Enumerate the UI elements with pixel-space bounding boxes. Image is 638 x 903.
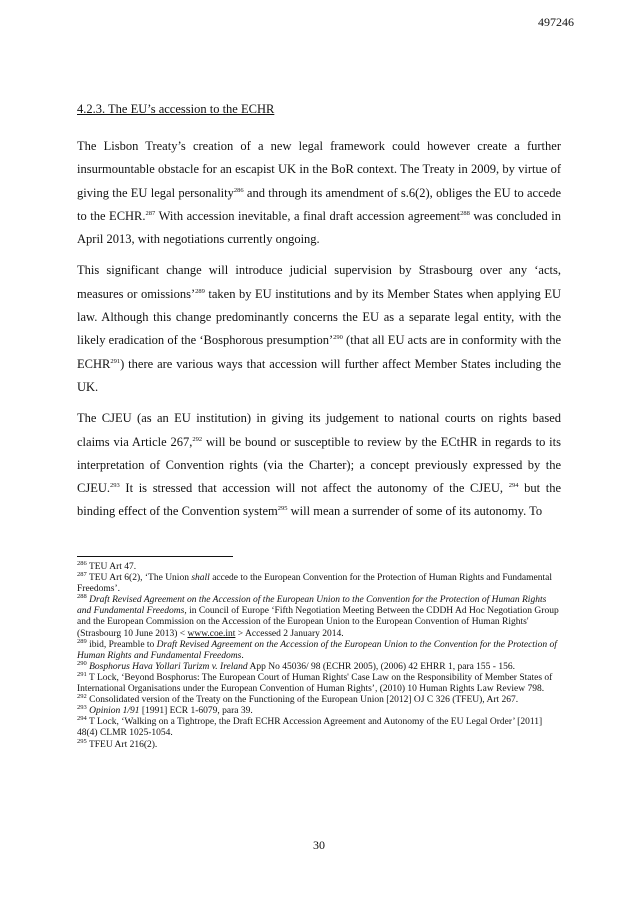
footnote-text: [1991] ECR 1-6079, para 39.	[139, 706, 253, 717]
footnote-text: TEU Art 6(2), ‘The Union	[86, 573, 192, 584]
footnote-number: 294	[77, 715, 87, 723]
footnote-295	[77, 737, 561, 751]
footnote-293	[77, 706, 561, 717]
footnote-emphasis: Bosphorus Hava Yollari Turizm v. Ireland	[86, 661, 248, 672]
footnote-number: 293	[77, 704, 87, 712]
footnote-ref[interactable]: 287	[145, 209, 156, 217]
footnote-286	[77, 559, 561, 573]
text: but the binding effect of the Convention system	[77, 481, 561, 519]
text: will mean a surrender of some of its autonomy. To	[287, 504, 543, 519]
footnote-ref[interactable]: 291	[110, 357, 121, 365]
footnote-number: 295	[77, 737, 87, 745]
footnote-290	[77, 659, 561, 673]
footnote-ref[interactable]: 290	[333, 334, 343, 342]
footnote-ref[interactable]: 289	[195, 287, 205, 295]
footnote-number: 291	[77, 670, 87, 678]
footnote-ref[interactable]: 294	[508, 482, 519, 489]
footnote-ref[interactable]: 288	[460, 209, 470, 217]
footnote-text: ibid, Preamble to	[86, 639, 157, 650]
footnote-text: Consolidated version of the Treaty on the Functioning of the European Union [2012] OJ C 326 (TFEU), Art 267.	[86, 695, 519, 706]
footnote-ref[interactable]: 292	[192, 435, 203, 443]
footnote-emphasis: Draft Revised Agreement on the Accession of the European Union to the Convention for the Protection of Human Rights and Fundamental Freedoms	[77, 639, 557, 661]
footnote-text: .	[241, 650, 244, 661]
footnote-291	[77, 670, 561, 695]
footnote-text: T Lock, ‘Beyond Bosphorus: The European Court of Human Rights' Case Law on the Responsibility of Member States of International Organisations under the European Convention of Human Rights’, (2010) 10 Human Rights Law Review 798.	[77, 672, 553, 695]
text: and through its amendment of s.6(2), obliges the EU to accede to the ECHR.	[77, 185, 562, 223]
footnote-text: TFEU Art 216(2).	[86, 739, 158, 750]
coe-link[interactable]: www.coe.int	[187, 628, 236, 639]
footnote-number: 292	[77, 692, 87, 700]
footnote-294	[77, 717, 561, 739]
section-heading: 4.2.3. The EU’s accession to the ECHR	[77, 102, 275, 116]
text: (that all EU acts are in conformity with the ECHR	[77, 333, 561, 371]
footnote-emphasis: Opinion 1/91	[86, 706, 140, 717]
footnote-ref[interactable]: 295	[277, 505, 288, 513]
footnote-emphasis: Draft Revised Agreement on the Accession of the European Union to the Convention for the Protection of Human Rights and Fundamental Freedoms	[77, 595, 547, 617]
footnote-text: accede to the European Convention for the Protection of Human Rights and Fundamental Freedoms’.	[77, 573, 552, 595]
footnotes	[77, 559, 561, 751]
footnote-287	[77, 570, 561, 595]
text: will be bound or susceptible to review by the ECtHR in regards to its interpretation of Convention rights (via the Charter); a concept previously expressed by the CJEU.	[77, 434, 561, 496]
footnote-text: T Lock, ‘Walking on a Tightrope, the Draft ECHR Accession Agreement and Autonomy of the EU Legal Order’ [2011] 48(4) CLMR 1025-1054.	[77, 717, 543, 739]
paragraph-1	[77, 135, 561, 251]
footnote-text: TEU Art 47.	[86, 562, 137, 572]
text: This significant change will introduce judicial supervision by Strasbourg over any ‘acts, measures or omissions’	[77, 263, 561, 301]
footnote-number: 286	[77, 559, 87, 567]
footnote-emphasis: shall	[191, 573, 210, 584]
footnote-text: > Accessed 2 January 2014.	[235, 628, 344, 639]
document-id: 497246	[538, 15, 574, 29]
footnote-ref[interactable]: 293	[110, 482, 120, 489]
footnote-text: App No 45036/ 98 (ECHR 2005), (2006) 42 EHRR 1, para 155 - 156.	[247, 661, 515, 672]
text: ) there are various ways that accession will further affect Member States including the UK.	[77, 356, 561, 394]
footnote-ref[interactable]: 286	[233, 186, 244, 194]
footnote-number: 287	[77, 570, 87, 578]
paragraph-2	[77, 259, 561, 399]
footnote-number: 289	[77, 637, 87, 645]
main-content	[77, 102, 561, 532]
text: With accession inevitable, a final draft accession agreement	[155, 208, 461, 223]
footnote-number: 290	[77, 659, 87, 667]
text: taken by EU institutions and by its Member States when applying EU law. Although this change predominantly concerns the EU as a separate legal entity, with the likely eradication of the ‘Bosphorous presumption’	[77, 286, 561, 348]
page-number: 30	[313, 838, 325, 852]
footnote-divider	[77, 556, 233, 557]
text: The Lisbon Treaty’s creation of a new legal framework could however create a further insurmountable obstacle for an escapist UK in the BoR context. The Treaty in 2009, by virtue of giving the EU legal personality	[77, 139, 561, 200]
text: The CJEU (as an EU institution) in giving its judgement to national courts on rights based claims via Article 267,	[77, 411, 561, 449]
text: It is stressed that accession will not affect the autonomy of the CJEU,	[119, 481, 509, 496]
text: was concluded in April 2013, with negotiations currently ongoing.	[77, 208, 561, 247]
footnote-288	[77, 595, 561, 639]
footnote-292	[77, 692, 561, 706]
paragraph-3	[77, 407, 561, 523]
footnote-289	[77, 637, 561, 662]
footnote-number: 288	[77, 593, 87, 601]
footnote-text: , in Council of Europe ‘Fifth Negotiation Meeting Between the CDDH Ad Hoc Negotiation Group and the European Commission on the Accession of the European Union to the European Convention of Human Rights' (Strasbourg 10 June 2013) <	[77, 606, 559, 639]
